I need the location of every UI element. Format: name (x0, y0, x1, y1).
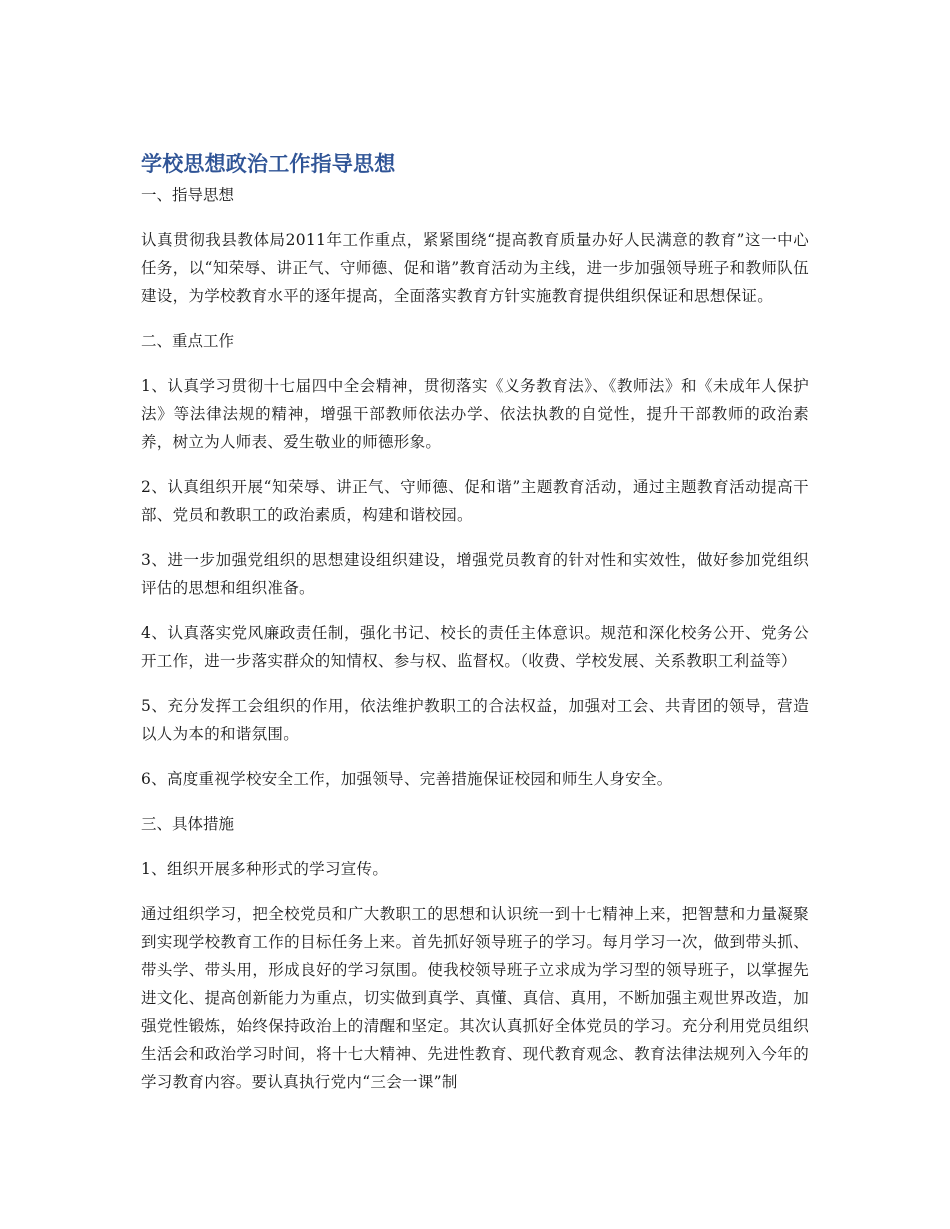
paragraph-guiding-thought: 认真贯彻我县教体局2011年工作重点，紧紧围绕“提高教育质量办好人民满意的教育”这一中心任务，以“知荣辱、讲正气、守师德、促和谐”教育活动为主线，进一步加强领导班子和教师队伍建设，为学校教育水平的逐年提高，全面落实教育方针实施教育提供组织保证和思想保证。 (141, 231, 809, 305)
document-title: 学校思想政治工作指导思想 (141, 152, 396, 176)
key-work-item-6: 6、高度重视学校安全工作，加强领导、完善措施保证校园和师生人身安全。 (141, 770, 673, 788)
document-body (141, 148, 809, 1096)
paragraph-measures-detail: 通过组织学习，把全校党员和广大教职工的思想和认识统一到十七精神上来，把智慧和力量凝聚到实现学校教育工作的目标任务上来。首先抓好领导班子的学习。每月学习一次，做到带头抓、带头学、带头用，形成良好的学习氛围。使我校领导班子立求成为学习型的领导班子，以掌握先进文化、提高创新能力为重点，切实做到真学、真懂、真信、真用，不断加强主观世界改造，加强党性锻炼，始终保持政治上的清醒和坚定。其次认真抓好全体党员的学习。充分利用党员组织生活会和政治学习时间，将十七大精神、先进性教育、现代教育观念、教育法律法规列入今年的学习教育内容。要认真执行党内“三会一课”制 (141, 905, 809, 1091)
measures-item-1: 1、组织开展多种形式的学习宣传。 (141, 860, 389, 878)
section-heading-key-work: 二、重点工作 (141, 332, 235, 350)
key-work-item-2: 2、认真组织开展“知荣辱、讲正气、守师德、促和谐”主题教育活动，通过主题教育活动提高干部、党员和教职工的政治素质，构建和谐校园。 (141, 478, 809, 524)
key-work-item-5: 5、充分发挥工会组织的作用，依法维护教职工的合法权益，加强对工会、共青团的领导，营造以人为本的和谐氛围。 (141, 697, 809, 743)
key-work-item-1: 1、认真学习贯彻十七届四中全会精神，贯彻落实《义务教育法》、《教师法》和《未成年人保护法》等法律法规的精神，增强干部教师依法办学、依法执教的自觉性，提升干部教师的政治素养，树立为人师表、爱生敬业的师德形象。 (141, 377, 809, 451)
section-heading-guiding-thought: 一、指导思想 (141, 186, 235, 204)
key-work-item-4: 4、认真落实党风廉政责任制，强化书记、校长的责任主体意识。规范和深化校务公开、党务公开工作，进一步落实群众的知情权、参与权、监督权。（收费、学校发展、关系教职工利益等） (141, 624, 809, 670)
section-heading-measures: 三、具体措施 (141, 815, 235, 833)
key-work-item-3: 3、进一步加强党组织的思想建设组织建设，增强党员教育的针对性和实效性，做好参加党组织评估的思想和组织准备。 (141, 551, 809, 597)
